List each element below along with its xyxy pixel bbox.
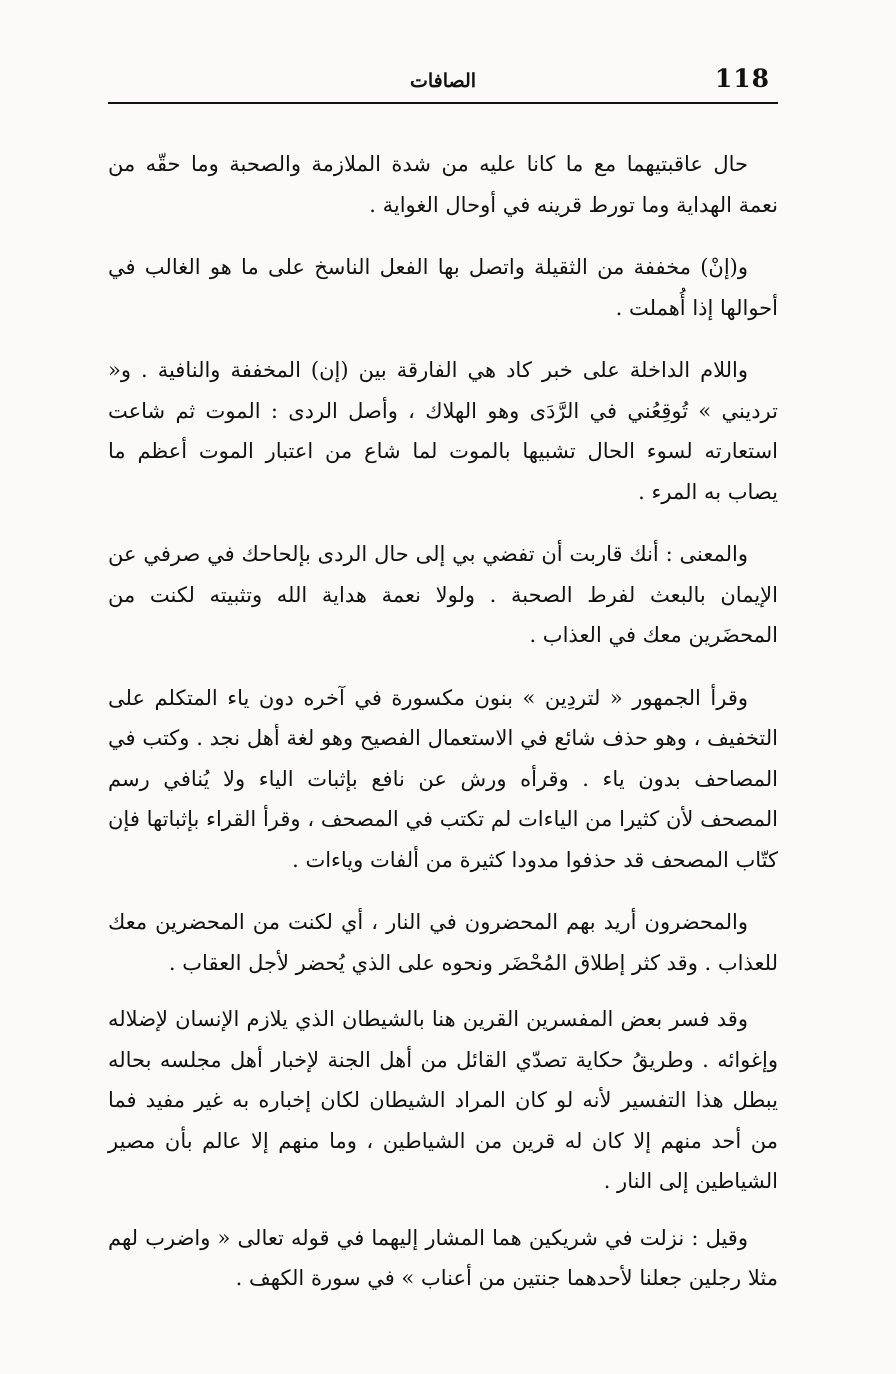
paragraph: وقيل : نزلت في شريكين هما المشار إليهما في قوله تعالى « واضرب لهم مثلا رجلين جعلنا لأحدهما جنتين من أعناب » في سورة الكهف . (108, 1225, 778, 1290)
paragraph: وقد فسر بعض المفسرين القرين هنا بالشيطان الذي يلازم الإنسان لإضلاله وإغوائه . وطريقُ حكاية تصدّي القائل من أهل الجنة لإخبار أهل مجلسه بحاله يبطل هذا التفسير لأنه لو كان المراد الشيطان لكان إخباره به غير مفيد فما من أحد منهم إلا كان له قرين من الشياطين ، وما منهم إلا عالم بأن مصير الشياطين إلى النار . (108, 1007, 778, 1193)
header-rule (108, 102, 778, 104)
paragraph: والمعنى : أنك قاربت أن تفضي بي إلى حال الردى بإلحاحك في صرفي عن الإيمان بالبعث لفرط الصحبة . ولولا نعمة هداية الله وتثبيته لكنت من المحضَرين معك في العذاب . (108, 542, 778, 647)
page-body (108, 144, 778, 1321)
paragraph: واللام الداخلة على خبر كاد هي الفارقة بين (إن) المخففة والنافية . و« ترديني » تُوقِعُني في الرَّدَى وهو الهلاك ، وأصل الردى : الموت ثم شاعت استعارته لسوء الحال تشبيها بالموت لما شاع من اعتبار الموت أعظم ما يصاب به المرء . (108, 358, 778, 504)
book-page (108, 58, 778, 1290)
paragraph: و(إنْ) مخففة من الثقيلة واتصل بها الفعل الناسخ على ما هو الغالب في أحوالها إذا أُهملت . (108, 255, 778, 320)
paragraph: والمحضرون أريد بهم المحضرون في النار ، أي لكنت من المحضرين معك للعذاب . وقد كثر إطلاق المُحْضَر ونحوه على الذي يُحضر لأجل العقاب . (108, 910, 778, 975)
running-title: الصافات (409, 70, 477, 92)
paragraph: وقرأ الجمهور « لتردِين » بنون مكسورة في آخره دون ياء المتكلم على التخفيف ، وهو حذف شائع في الاستعمال الفصيح وهو لغة أهل نجد . وكتب في المصاحف بدون ياء . وقرأه ورش عن نافع بإثبات الياء ولا يُنافي رسم المصحف لأن كثيرا من الياءات لم تكتب في المصحف ، وقرأ القراء بإثباتها فإن كتّاب المصحف قد حذفوا مدودا كثيرة من ألفات وياءات . (108, 685, 778, 872)
paragraph: حال عاقبتيهما مع ما كانا عليه من شدة الملازمة والصحبة وما حقّه من نعمة الهداية وما تورط قرينه في أوحال الغواية . (108, 152, 778, 217)
page-header (108, 58, 778, 98)
page-number: 118 (714, 64, 770, 93)
